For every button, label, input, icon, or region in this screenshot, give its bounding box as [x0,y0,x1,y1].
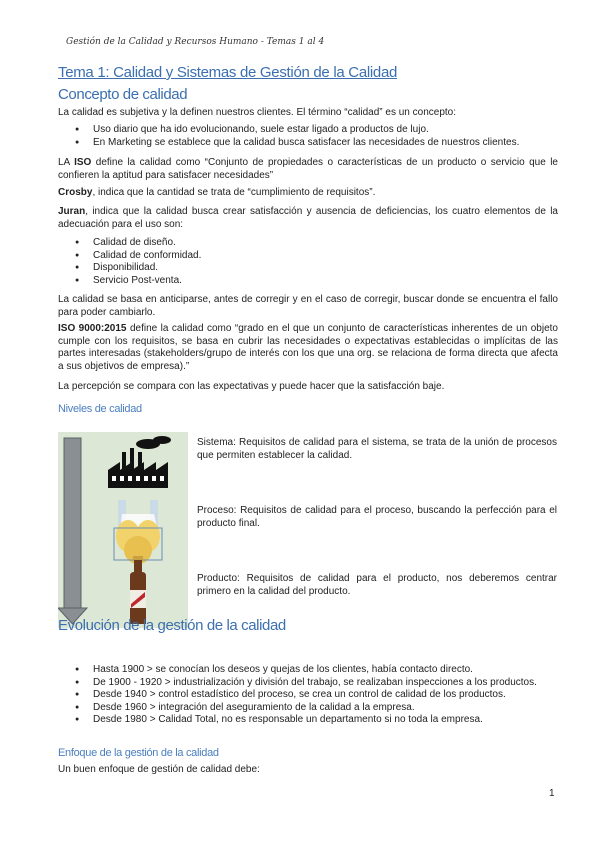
running-head: Gestión de la Calidad y Recursos Humano - Temas 1 al 4 [66,37,325,47]
iso9000-paragraph [58,323,558,373]
evolucion-bullets [75,664,557,727]
niveles-illustration [58,432,188,628]
concepto-bullets [75,124,557,149]
list-item: ● Calidad de conformidad. [75,250,557,263]
iso-paragraph [58,157,558,182]
down-arrow-icon [58,438,87,624]
crosby-paragraph [58,187,558,200]
iso9000-text: define la calidad como “grado en el que un conjunto de características inherentes de un objeto cumple con los requisitos, se basa en cubrir las necesidades o expectativas establecidas o implícitas de las partes interesadas (stakeholders/grupo de interés con los que una org. se relaciona de forma directa que afecta a sus objetivos de empresa).” [58,323,558,372]
list-item: ● De 1900 - 1920 > industrialización y división del trabajo, se realizaban inspecciones a los productos. [75,677,557,690]
juran-paragraph [58,206,558,231]
list-item: ● Servicio Post-venta. [75,275,557,288]
iso-label: ISO [74,157,92,168]
list-item: ● Hasta 1900 > se conocían los deseos y quejas de los clientes, había contacto directo. [75,664,557,677]
list-item: ● En Marketing se establece que la calidad busca satisfacer las necesidades de nuestros clientes. [75,137,557,150]
juran-bullets [75,237,557,287]
list-item: ● Uso diario que ha ido evolucionando, suele estar ligado a productos de lujo. [75,124,557,137]
iso-pre: LA [58,157,75,168]
concepto-intro: La calidad es subjetiva y la definen nuestros clientes. El término “calidad” es un concepto: [58,107,457,118]
juran-label: Juran [58,206,86,217]
iso-text: define la calidad como “Conjunto de propiedades o características de un producto o servicio que le confieren la aptitud para satisfacer necesidades” [58,157,558,181]
juran-text: , indica que la calidad busca crear satisfacción y ausencia de deficiencias, los cuatro elementos de la adecuación para el uso son: [58,206,558,230]
nivel-producto: Producto: Requisitos de calidad para el producto, nos deberemos centrar primero en la calidad del producto. [197,573,557,597]
crosby-text: , indica que la cantidad se trata de “cumplimiento de requisitos”. [92,187,376,198]
factory-icon [108,436,171,488]
evolucion-heading: Evolución de la gestión de la calidad [58,617,286,634]
bottle-icon [130,556,146,624]
list-item: ● Desde 1980 > Calidad Total, no es responsable un departamento si no toda la empresa. [75,714,557,727]
crosby-label: Crosby [58,187,93,198]
iso9000-label: ISO 9000:2015 [58,323,127,334]
enfoque-heading: Enfoque de la gestión de la calidad [58,747,219,759]
list-item: ● Desde 1940 > control estadístico del proceso, se crea un control de calidad de los productos. [75,689,557,702]
nivel-sistema: Sistema: Requisitos de calidad para el sistema, se trata de la unión de procesos que permiten establecer la calidad. [197,437,557,461]
nivel-proceso: Proceso: Requisitos de calidad para el proceso, buscando la perfección para el producto final. [197,505,557,529]
tema1-title: Tema 1: Calidad y Sistemas de Gestión de la Calidad [58,64,398,81]
percepcion-paragraph: La percepción se compara con las expectativas y puede hacer que la satisfacción baje. [58,381,445,392]
concepto-heading: Concepto de calidad [58,86,188,103]
process-flasks-icon [114,500,162,564]
list-item: ● Desde 1960 > integración del aseguramiento de la calidad a la empresa. [75,702,557,715]
anticipar-paragraph: La calidad se basa en anticiparse, antes de corregir y en el caso de corregir, buscar donde se encuentra el fallo para poder cambiarlo. [58,294,558,318]
list-item: ● Disponibilidad. [75,262,557,275]
enfoque-text: Un buen enfoque de gestión de calidad debe: [58,764,260,775]
niveles-heading: Niveles de calidad [58,403,142,415]
page-number: 1 [549,788,555,799]
list-item: ● Calidad de diseño. [75,237,557,250]
